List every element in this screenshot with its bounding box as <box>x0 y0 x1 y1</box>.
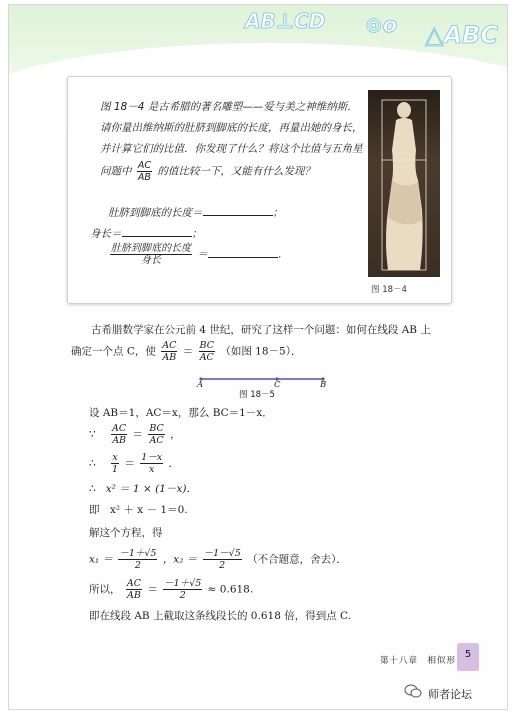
row-end: ； <box>272 207 283 219</box>
fraction-denominator: 2 <box>179 590 186 601</box>
eq2-left <box>111 452 119 475</box>
venus-statue-photo <box>368 90 440 277</box>
fraction-ratio <box>110 243 192 266</box>
eq1-left <box>111 423 127 446</box>
because-symbol: ∵ <box>89 428 96 441</box>
fraction-numerator: 1－x <box>141 452 163 463</box>
page-number: 5 <box>464 649 472 660</box>
comma: ， <box>170 428 181 441</box>
para2-text: 确定一个点 C，使 <box>71 345 156 358</box>
fraction-denominator: 1 <box>112 464 119 475</box>
solutions-line <box>89 548 347 571</box>
activity-text <box>100 97 364 183</box>
fraction-numerator: AC <box>126 578 141 589</box>
label-a: A <box>197 380 204 390</box>
equation-quadratic: 即 x² ＋ x － 1＝0. <box>89 504 188 516</box>
conclusion-line: 即在线段 AB 上截取这条线段长的 0.618 倍，得到点 C. <box>89 610 352 622</box>
row-label: 肚脐到脚底的长度＝ <box>108 207 203 219</box>
fill-row-ratio <box>108 243 288 266</box>
label-c: C <box>274 380 281 390</box>
result-value <box>163 578 202 601</box>
figure-caption-18-4: 图 18－4 <box>371 285 407 295</box>
ratio-bc-ac <box>199 340 215 363</box>
header-deco-perpendicular: AB⊥CD <box>245 9 326 33</box>
para2-end: （如图 18－5）． <box>220 345 302 358</box>
paragraph-2 <box>71 340 301 363</box>
answer-blank <box>208 248 278 258</box>
answer-blank <box>203 206 273 216</box>
equals-sign: ＝ <box>147 583 158 596</box>
equation-3-text: x² ＝ 1 × (1－x)． <box>105 483 197 495</box>
suoyi-text: 所以， <box>89 583 121 596</box>
solve-line: 解这个方程，得 <box>89 527 163 539</box>
figure-caption-18-5: 图 18－5 <box>239 390 275 400</box>
activity-intro: 图 18－4 是古希腊的著名雕塑——爱与美之神维纳斯．请你量出维纳斯的肚脐到脚底的长度，再量出她的身长，并计算它们的比值．你发现了什么？将这个比值与五角星问题中 <box>100 101 363 178</box>
page-number-tab <box>457 643 479 671</box>
fraction-numerator: AC <box>162 340 177 351</box>
header-deco-circle: ⊙o <box>365 13 398 37</box>
therefore-symbol: ∴ <box>89 457 96 470</box>
x1-label: x₁ ＝ <box>89 553 113 566</box>
fraction-denominator: x <box>149 464 155 475</box>
result-line <box>89 578 253 601</box>
fraction-denominator: 身长 <box>141 255 161 266</box>
fill-row-height <box>90 226 202 241</box>
period: ． <box>168 457 180 470</box>
wechat-icon <box>404 684 422 698</box>
equation-3 <box>89 481 197 496</box>
eq2-right <box>140 452 163 475</box>
statue-figure <box>368 90 440 277</box>
approx-value: ≈ 0.618. <box>207 583 254 596</box>
equals-sign: ＝ <box>132 428 144 441</box>
row-end: ． <box>277 248 289 261</box>
header-deco-triangle: △ABC <box>425 21 498 49</box>
row-label: 身长＝ <box>90 228 122 240</box>
fraction-numerator: BC <box>199 340 214 351</box>
fraction-denominator: 2 <box>219 560 226 571</box>
fraction-numerator: －1－√5 <box>203 548 241 559</box>
row-equals: ＝ <box>197 248 208 261</box>
fraction-numerator: －1＋√5 <box>119 548 157 559</box>
fraction-denominator: 2 <box>134 560 141 571</box>
fraction-numerator: AC <box>112 423 127 434</box>
activity-box <box>67 76 452 304</box>
paragraph-1: 古希腊数学家在公元前 4 世纪，研究了这样一个问题：如何在线段 AB 上 <box>91 324 431 336</box>
x2-label: ，x₂ ＝ <box>162 553 198 566</box>
watermark-text: 师者论坛 <box>428 688 472 701</box>
fraction-numerator: AC <box>137 160 151 171</box>
equals-sign: ＝ <box>124 457 135 470</box>
x1-fraction <box>118 548 157 571</box>
equals-sign: ＝ <box>182 345 194 358</box>
answer-blank <box>122 227 192 237</box>
fraction-numerator: BC <box>149 423 164 434</box>
fraction-denominator: AC <box>199 352 214 363</box>
fraction-numerator: 肚脐到脚底的长度 <box>111 243 191 254</box>
fraction-numerator: －1＋√5 <box>164 578 202 589</box>
ratio-ac-ab <box>161 340 177 363</box>
x2-note: （不合题意，舍去）． <box>247 553 347 566</box>
fraction-denominator: AC <box>149 435 164 446</box>
therefore-symbol: ∴ <box>89 483 96 495</box>
fill-row-navel <box>108 205 283 220</box>
chapter-footer: 第十八章 相似形 <box>380 656 457 666</box>
equation-1 <box>89 423 181 446</box>
equation-2 <box>89 452 179 475</box>
result-ratio <box>126 578 142 601</box>
activity-intro-end: 的值比较一下，又能有什么发现？ <box>157 165 315 178</box>
fraction-numerator: x <box>112 452 118 463</box>
fraction-denominator: AB <box>126 590 141 601</box>
label-b: B <box>320 380 327 390</box>
fraction-denominator: AB <box>162 352 177 363</box>
textbook-page <box>8 4 508 710</box>
fraction-denominator: AB <box>137 172 151 183</box>
x2-fraction <box>203 548 242 571</box>
fraction-ac-ab <box>137 160 152 183</box>
row-end: ； <box>191 228 202 240</box>
fraction-denominator: AB <box>112 435 127 446</box>
setup-line: 设 AB＝1，AC＝x，那么 BC＝1－x． <box>89 407 273 419</box>
eq1-right <box>148 423 164 446</box>
